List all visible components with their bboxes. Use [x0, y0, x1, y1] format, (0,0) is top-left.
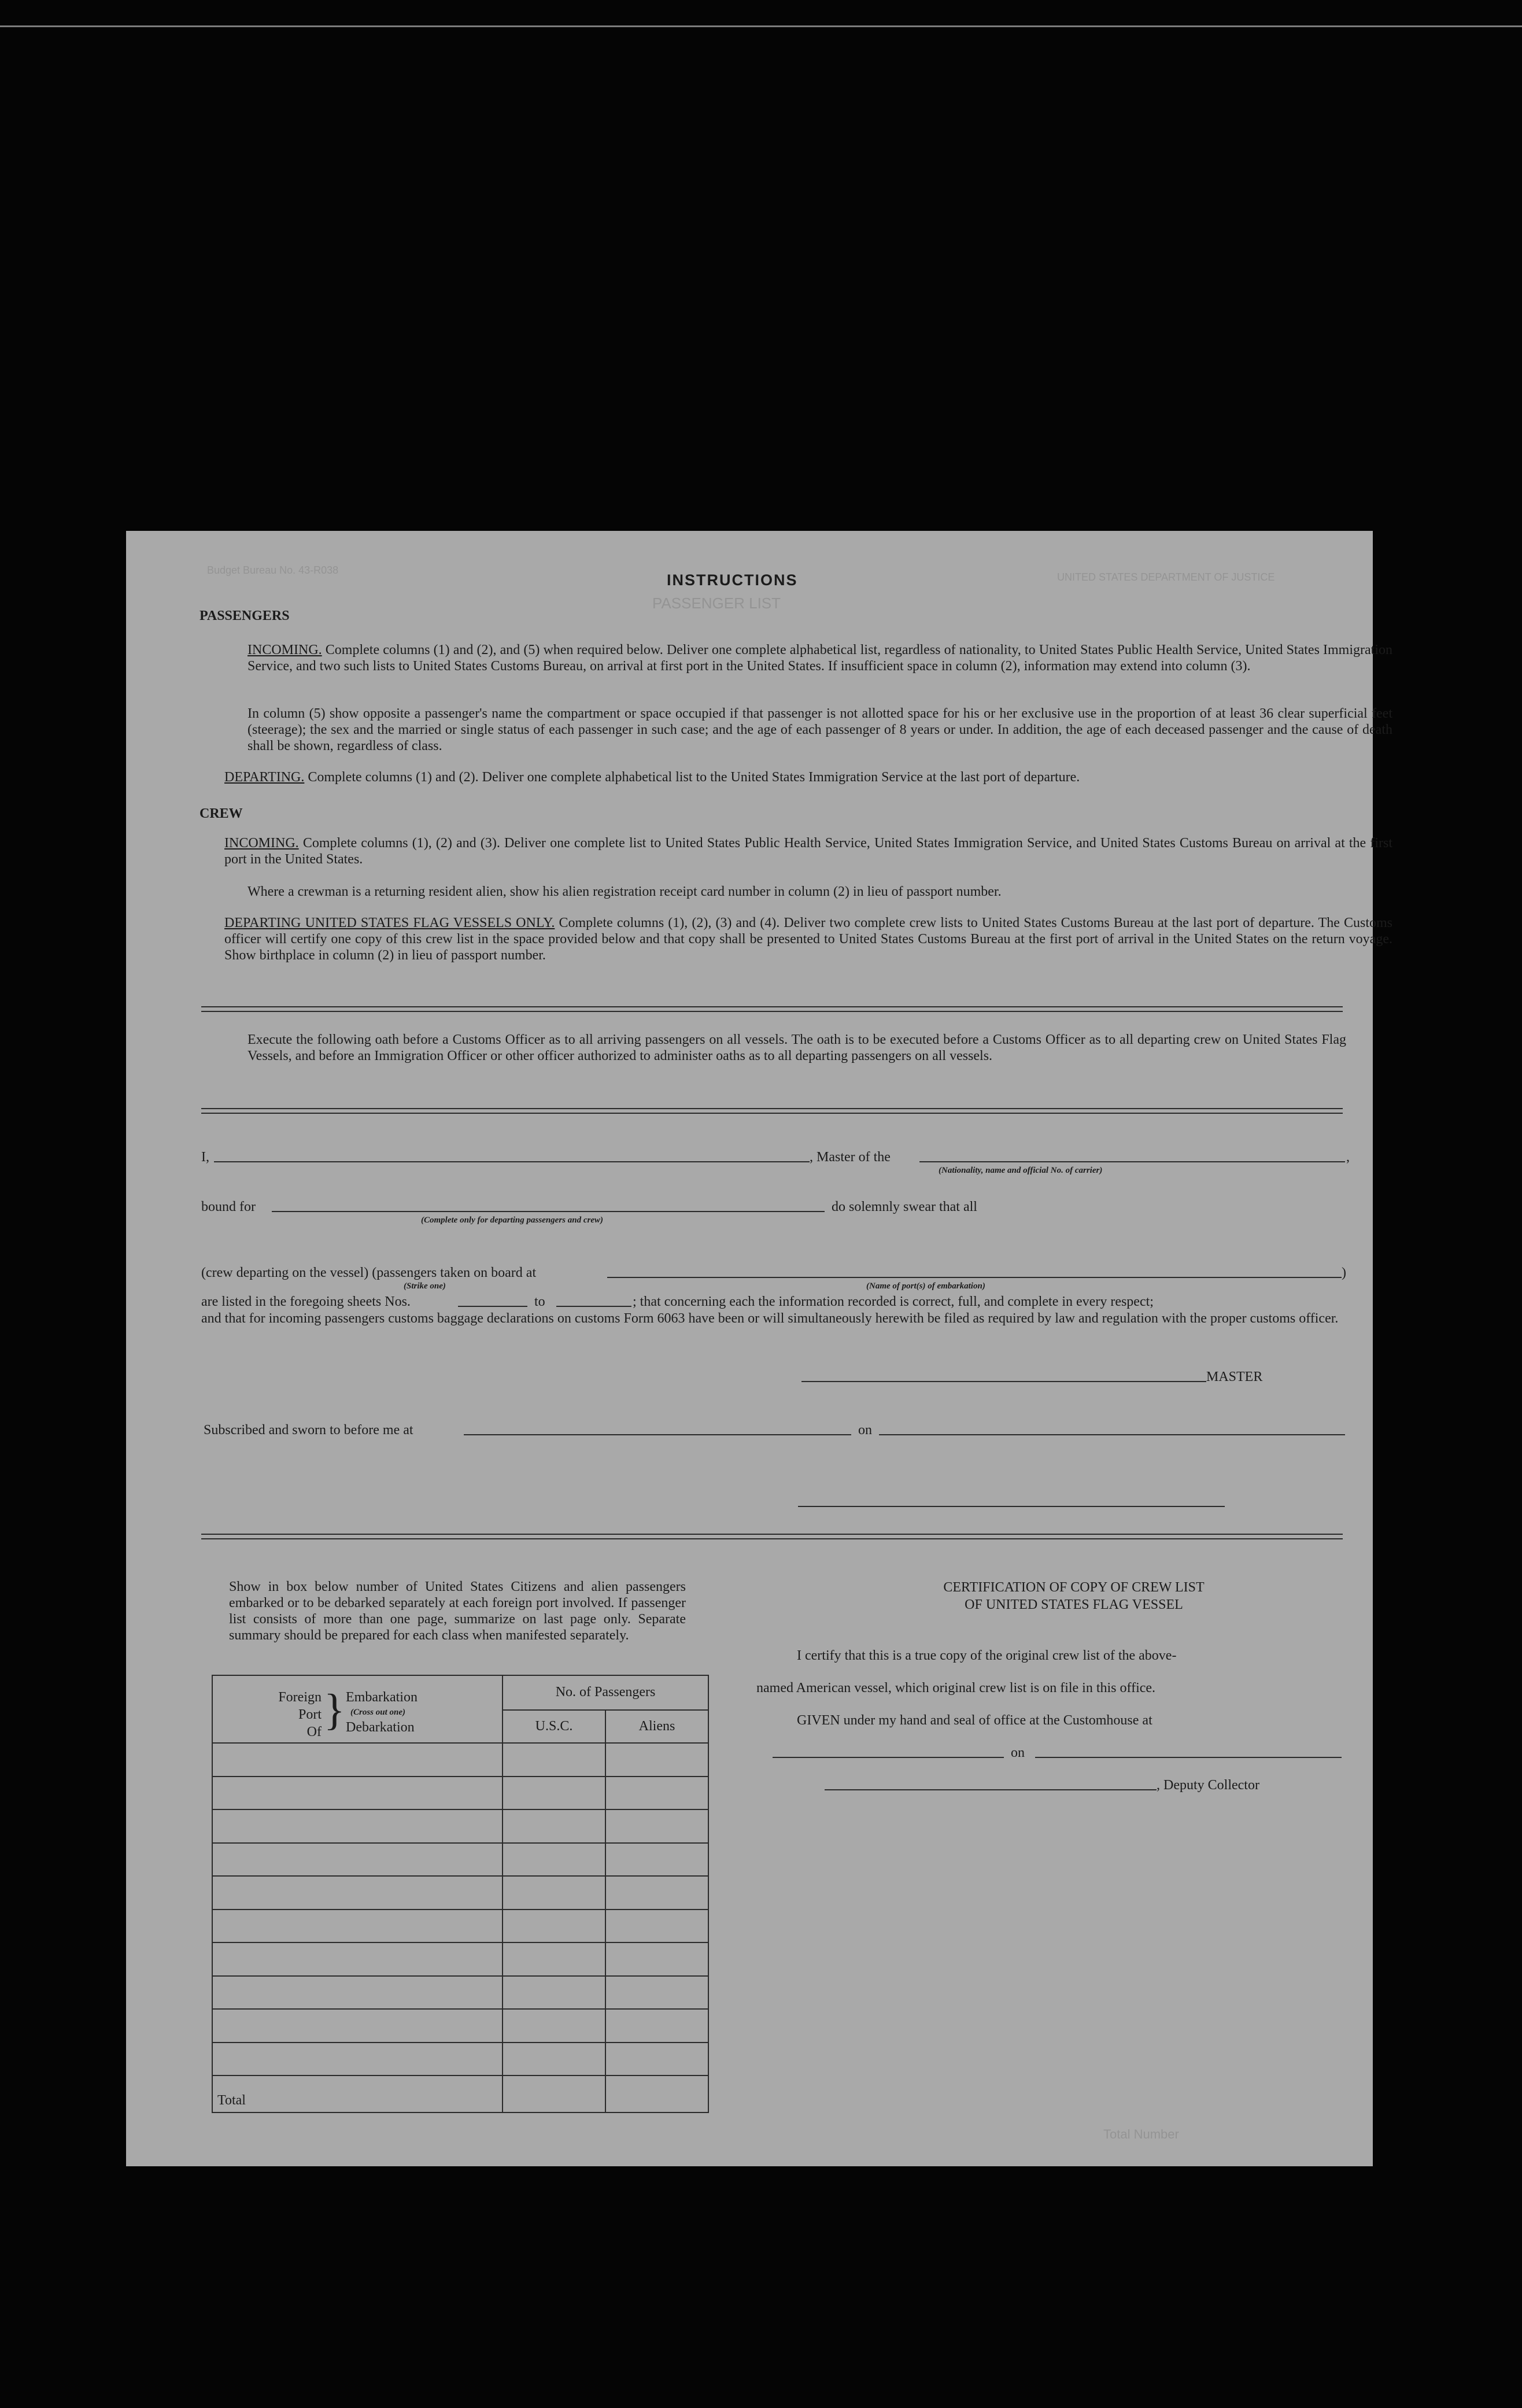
certify-line1: I certify that this is a true copy of the original crew list of the above- — [797, 1648, 1177, 1663]
port-cell[interactable] — [212, 1843, 503, 1877]
deputy-signature-line[interactable] — [825, 1789, 1157, 1790]
aliens-cell[interactable] — [605, 1743, 708, 1777]
oath-swear-text: do solemnly swear that all — [832, 1199, 977, 1214]
bleed-through-top-center: PASSENGER LIST — [652, 594, 781, 612]
aliens-cell[interactable] — [605, 1777, 708, 1810]
summary-text: Show in box below number of United States Citizens and alien passengers embarked or to be debarked separately at each foreign port involved. If passenger list consists of more than one page, summarize on last page only. Separate summary should be prepared for each class when manifested separately. — [229, 1579, 686, 1643]
certification-title-line2: OF UNITED STATES FLAG VESSEL — [965, 1597, 1183, 1612]
passengers-heading: PASSENGERS — [200, 608, 290, 623]
port-cell[interactable] — [212, 1743, 503, 1777]
customhouse-line[interactable] — [773, 1757, 1004, 1758]
usc-cell[interactable] — [503, 1910, 605, 1943]
usc-cell[interactable] — [503, 1743, 605, 1777]
subscribed-label: Subscribed and sworn to before me at — [204, 1423, 413, 1438]
aliens-cell[interactable] — [605, 1843, 708, 1877]
oath-i-label: I, — [201, 1150, 209, 1165]
certification-date-line[interactable] — [1035, 1757, 1342, 1758]
debarkation-label: Debarkation — [346, 1719, 415, 1735]
divider-1 — [201, 1006, 1343, 1012]
aliens-header: Aliens — [605, 1710, 708, 1744]
table-row — [212, 1910, 708, 1943]
master-name-line[interactable] — [214, 1161, 810, 1162]
passengers-departing-label: DEPARTING. — [224, 770, 305, 785]
passenger-summary-table — [212, 1675, 709, 2113]
no-passengers-header: No. of Passengers — [503, 1675, 708, 1710]
table-row — [212, 2043, 708, 2076]
crew-incoming-label: INCOMING. — [224, 836, 299, 851]
port-cell[interactable] — [212, 1809, 503, 1843]
usc-total-cell[interactable] — [503, 2075, 605, 2112]
carrier-note: (Nationality, name and official No. of carrier) — [939, 1166, 1103, 1175]
oath-close-paren: ) — [1342, 1265, 1346, 1280]
port-cell[interactable] — [212, 1876, 503, 1910]
subscribed-date-line[interactable] — [879, 1434, 1345, 1435]
passengers-incoming-label: INCOMING. — [247, 642, 322, 658]
oath-correct-text: ; that concerning each the information recorded is correct, full, and complete in every respect; — [633, 1294, 1154, 1309]
crew-heading: CREW — [200, 806, 243, 821]
aliens-cell[interactable] — [605, 1876, 708, 1910]
bleed-through-top-left: Budget Bureau No. 43-R038 — [207, 564, 339, 576]
of-label: Of — [306, 1724, 322, 1739]
usc-cell[interactable] — [503, 1843, 605, 1877]
aliens-cell[interactable] — [605, 2043, 708, 2076]
table-row — [212, 1942, 708, 1976]
table-row — [212, 1809, 708, 1843]
bleed-through-top-right: UNITED STATES DEPARTMENT OF JUSTICE — [1057, 571, 1275, 583]
usc-cell[interactable] — [503, 1809, 605, 1843]
table-row — [212, 2009, 708, 2043]
crew-incoming-text: Complete columns (1), (2) and (3). Deliver one complete list to United States Public Health Service, United States Immigration Service, and United States Customs Bureau on arrival at the first port in the United States. — [224, 836, 1393, 867]
passengers-departing-paragraph — [224, 769, 1392, 785]
table-row — [212, 1843, 708, 1877]
foreign-label: Foreign — [278, 1689, 322, 1705]
instructions-title: INSTRUCTIONS — [667, 571, 798, 589]
subscribed-on-label: on — [858, 1423, 872, 1438]
oath-crew-departing-text: (crew departing on the vessel) (passengers taken on board at — [201, 1265, 537, 1280]
oath-bound-for-label: bound for — [201, 1199, 256, 1214]
table-row — [212, 1976, 708, 2010]
oath-to-label: to — [534, 1294, 545, 1309]
embarkation-label: Embarkation — [346, 1689, 418, 1705]
usc-cell[interactable] — [503, 1976, 605, 2010]
port-cell[interactable] — [212, 2043, 503, 2076]
crew-resident-paragraph: Where a crewman is a returning resident alien, show his alien registration receipt card number in column (2) in lieu of passport number. — [247, 884, 1002, 899]
usc-cell[interactable] — [503, 2009, 605, 2043]
port-cell[interactable] — [212, 1976, 503, 2010]
divider-2 — [201, 1108, 1343, 1114]
crew-departing-text: Complete columns (1), (2), (3) and (4). Deliver two complete crew lists to United States Customs Bureau at the last port of departure. The Customs officer will certify one copy of this crew list in the space provided below and that copy shall be presented to United States Customs Bureau at the first port of arrival in the United States on the return voyage. Show birthplace in column (2) in lieu of passport number. — [224, 915, 1393, 963]
cross-out-note: (Cross out one) — [350, 1707, 406, 1717]
usc-header: U.S.C. — [503, 1710, 605, 1744]
oath-comma: , — [1346, 1150, 1350, 1165]
crew-departing-paragraph — [224, 915, 1392, 963]
master-label: MASTER — [1206, 1369, 1263, 1384]
aliens-cell[interactable] — [605, 2009, 708, 2043]
divider-3 — [201, 1534, 1343, 1539]
passengers-incoming-paragraph — [247, 642, 1392, 674]
port-label: Port — [298, 1707, 322, 1722]
passengers-departing-text: Complete columns (1) and (2). Deliver one complete alphabetical list to the United States Immigration Service at the last port of departure. — [308, 770, 1080, 785]
ports-note: (Name of port(s) of embarkation) — [866, 1281, 985, 1291]
port-cell[interactable] — [212, 1942, 503, 1976]
strike-note: (Strike one) — [404, 1281, 446, 1291]
sheet-to-line[interactable] — [556, 1306, 631, 1307]
carrier-line[interactable] — [919, 1161, 1345, 1162]
oath-baggage-text: and that for incoming passengers customs baggage declarations on customs Form 6063 have been or will simultaneously herewith be filed as required by law and regulation with the proper customs officer. — [201, 1311, 1339, 1326]
aliens-cell[interactable] — [605, 1910, 708, 1943]
table-row — [212, 1743, 708, 1777]
oath-intro: Execute the following oath before a Customs Officer as to all arriving passengers on all vessels. The oath is to be executed before a Customs Officer as to all departing crew on United States Flag Vessels, and before an Immigration Officer or other officer authorized to administer oaths as to all departing passengers on all vessels. — [247, 1032, 1346, 1063]
crew-departing-label: DEPARTING UNITED STATES FLAG VESSELS ONLY. — [224, 915, 555, 930]
master-signature-line[interactable] — [801, 1381, 1206, 1382]
aliens-total-cell[interactable] — [605, 2075, 708, 2112]
total-row — [212, 2075, 708, 2112]
port-header-cell: Foreign Port Of } Embarkation (Cross out one) Debarkation — [212, 1675, 503, 1743]
aliens-cell[interactable] — [605, 1809, 708, 1843]
document-sheet — [126, 531, 1393, 2166]
port-cell[interactable] — [212, 2009, 503, 2043]
passengers-column5-paragraph: In column (5) show opposite a passenger's name the compartment or space occupied if that passenger is not allotted space for his or her exclusive use in the proportion of at least 36 clear superficial feet (steerage); the sex and the married or single status of each passenger in such case; and the age of each passenger of 8 years or under. In addition, the age of each deceased passenger and the cause of death shall be shown, regardless of class. — [247, 706, 1392, 754]
usc-cell[interactable] — [503, 2043, 605, 2076]
film-edge-line — [0, 25, 1522, 27]
bound-for-line[interactable] — [272, 1211, 825, 1212]
passengers-incoming-text: Complete columns (1) and (2), and (5) when required below. Deliver one complete alphabetical list, regardless of nationality, to United States Public Health Service, United States Immigration Service, and two such lists to United States Customs Bureau, on arrival at first port in the United States. If insufficient space in column (2), information may extend into column (3). — [247, 642, 1392, 674]
usc-cell[interactable] — [503, 1777, 605, 1810]
certification-title-line1: CERTIFICATION OF COPY OF CREW LIST — [943, 1580, 1205, 1595]
port-cell[interactable] — [212, 1910, 503, 1943]
table-row — [212, 1777, 708, 1810]
oath-master-of-label: , Master of the — [810, 1150, 891, 1165]
total-label: Total — [212, 2075, 503, 2112]
oath-listed-text: are listed in the foregoing sheets Nos. — [201, 1294, 411, 1309]
usc-cell[interactable] — [503, 1876, 605, 1910]
given-text: GIVEN under my hand and seal of office at the Customhouse at — [797, 1713, 1152, 1728]
ports-line[interactable] — [607, 1277, 1342, 1278]
certify-line2: named American vessel, which original crew list is on file in this office. — [756, 1681, 1156, 1696]
deputy-collector-label: , Deputy Collector — [1157, 1778, 1259, 1793]
crew-incoming-paragraph — [224, 835, 1392, 867]
port-cell[interactable] — [212, 1777, 503, 1810]
bleed-through-bottom-right: Total Number — [1103, 2127, 1179, 2141]
officer-signature-line[interactable] — [798, 1506, 1225, 1507]
aliens-cell[interactable] — [605, 1942, 708, 1976]
usc-cell[interactable] — [503, 1942, 605, 1976]
table-row — [212, 1876, 708, 1910]
sheet-from-line[interactable] — [458, 1306, 527, 1307]
certification-on-label: on — [1011, 1745, 1025, 1760]
bound-note: (Complete only for departing passengers and crew) — [421, 1216, 603, 1225]
aliens-cell[interactable] — [605, 1976, 708, 2010]
subscribed-place-line[interactable] — [464, 1434, 851, 1435]
